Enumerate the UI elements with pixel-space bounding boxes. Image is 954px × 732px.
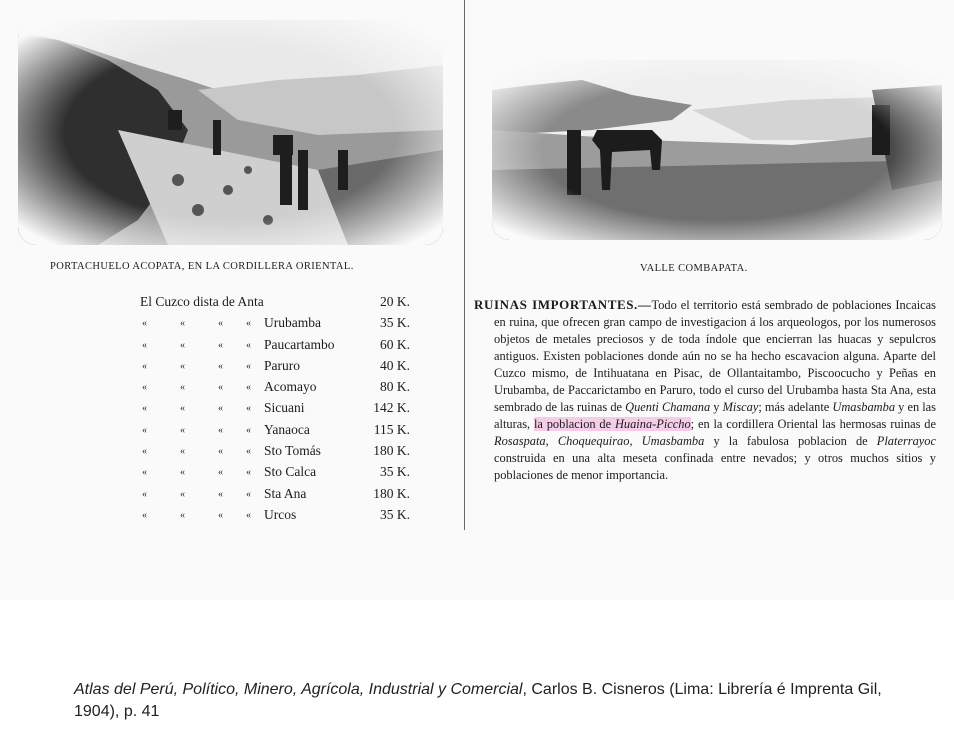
ditto-mark: « (180, 467, 185, 479)
source-details: , Carlos B. Cisneros (Lima: Librería é Imprenta Gil, 1904), p. 41 (74, 681, 882, 720)
ditto-mark: « (218, 467, 223, 479)
ditto-mark: « (180, 318, 185, 330)
distance-town: Paucartambo (264, 336, 335, 352)
distance-row (140, 507, 430, 528)
ditto-mark: « (180, 446, 185, 458)
ditto-mark: « (246, 467, 251, 479)
ditto-mark: « (218, 339, 223, 351)
text-run: y en las alturas, (494, 400, 937, 431)
ditto-mark: « (218, 424, 223, 436)
ditto-mark: « (246, 403, 251, 415)
ditto-mark: « (142, 509, 147, 521)
ditto-mark: « (218, 488, 223, 500)
caption-right: VALLE COMBAPATA. (640, 263, 748, 274)
text-run: Todo el territorio está sembrado de poblaciones Incaicas en ruina, que ofrecen gran campo de investigacion á los arqueologos, por los numerosos objetos de metales preciosos y de toda índole que encierran las huacas y sepulcros antiguos. Existen poblaciones donde aún no se ha hecho escavacion alguna. Aparte del Cuzco mismo, de Intihuatana en Pisac, de Ollantaitambo, Piscoocucho y Peñas en Urubamba, de Paccarictambo en Paruro, todo el curso del Urubamba hasta Sta Ana, esta sembrado de las ruinas de (494, 298, 936, 414)
distance-row (140, 443, 430, 464)
ditto-mark: « (180, 382, 185, 394)
ditto-mark: « (218, 360, 223, 372)
ditto-mark: « (246, 360, 251, 372)
distance-town: Urubamba (264, 315, 321, 331)
highlighted-text (534, 417, 691, 431)
ditto-mark: « (180, 424, 185, 436)
ditto-mark: « (180, 403, 185, 415)
distance-table (140, 294, 430, 528)
distance-row (140, 358, 430, 379)
distance-town: Sto Tomás (264, 443, 321, 459)
distance-km: 115 K. (373, 421, 410, 437)
ditto-mark: « (180, 488, 185, 500)
distance-row (140, 315, 430, 336)
distance-town: Paruro (264, 357, 300, 373)
ditto-mark: « (142, 424, 147, 436)
ditto-mark: « (218, 403, 223, 415)
ruinas-heading: RUINAS IMPORTANTES.— (474, 297, 652, 312)
distance-km: 80 K. (380, 379, 410, 395)
text-run: y la fabulosa poblacion de (704, 434, 877, 448)
ditto-mark: « (218, 509, 223, 521)
distance-prefix: El Cuzco dista de Anta (140, 294, 264, 309)
ditto-mark: « (246, 382, 251, 394)
distance-km: 180 K. (373, 485, 410, 501)
distance-km: 60 K. (380, 336, 410, 352)
ditto-mark: « (142, 403, 147, 415)
distance-town: Yanaoca (264, 421, 310, 437)
photo-portachuelo-acopata (18, 20, 443, 245)
text-run: ; en la cordillera Oriental las hermosas ruinas de (690, 417, 937, 431)
distance-row (140, 400, 430, 421)
distance-row (140, 486, 430, 507)
ditto-mark: « (180, 509, 185, 521)
source-citation (74, 679, 914, 723)
distance-km: 35 K. (380, 315, 410, 331)
distance-row (140, 379, 430, 400)
distance-km: 40 K. (380, 357, 410, 373)
distance-row (140, 464, 430, 485)
text-run: y (710, 400, 723, 414)
ditto-mark: « (142, 360, 147, 372)
ditto-mark: « (246, 318, 251, 330)
ditto-mark: « (218, 318, 223, 330)
ditto-mark: « (180, 339, 185, 351)
distance-km: 20 K. (380, 294, 410, 309)
ruinas-paragraph (474, 296, 936, 484)
place-name: Platerrayoc (876, 434, 936, 448)
ditto-mark: « (246, 509, 251, 521)
column-divider (464, 0, 465, 530)
text-run: ; más adelante (758, 400, 833, 414)
distance-row (140, 422, 430, 443)
text-run: la poblacion de (533, 417, 615, 431)
place-name: Quenti Chamana (625, 400, 711, 414)
distance-town: Acomayo (264, 379, 317, 395)
distance-town: Sto Calca (264, 464, 317, 480)
photo-valle-combapata (492, 60, 942, 240)
place-name: Umasbamba (832, 400, 896, 414)
distance-town: Sicuani (264, 400, 305, 416)
ditto-mark: « (246, 446, 251, 458)
place-name: Huaina-Piccho (614, 417, 691, 431)
ditto-mark: « (142, 446, 147, 458)
distance-km: 35 K. (380, 464, 410, 480)
distance-town: Sta Ana (264, 485, 307, 501)
ditto-mark: « (218, 382, 223, 394)
distance-km: 180 K. (373, 443, 410, 459)
ruinas-section (474, 296, 936, 484)
text-run: construida en una alta meseta confinada entre nevados; y otros muchos sitios y poblaciones de menor importancia. (494, 451, 936, 482)
ditto-mark: « (142, 339, 147, 351)
distance-km: 35 K. (380, 506, 410, 522)
ditto-mark: « (246, 424, 251, 436)
distance-town: Urcos (264, 506, 297, 522)
ditto-mark: « (246, 339, 251, 351)
place-name: Miscay (722, 400, 759, 414)
ditto-mark: « (142, 467, 147, 479)
distance-row (140, 337, 430, 358)
source-title: Atlas del Perú, Político, Minero, Agrícola, Industrial y Comercial (74, 681, 523, 698)
caption-left: PORTACHUELO ACOPATA, EN LA CORDILLERA ORIENTAL. (50, 261, 354, 272)
ditto-mark: « (142, 318, 147, 330)
ditto-mark: « (142, 488, 147, 500)
ditto-mark: « (246, 488, 251, 500)
distance-row (140, 294, 430, 315)
ditto-mark: « (180, 360, 185, 372)
ditto-mark: « (218, 446, 223, 458)
place-name: Rosaspata, Choquequirao, Umasbamba (494, 434, 705, 448)
ditto-mark: « (142, 382, 147, 394)
distance-km: 142 K. (373, 400, 410, 416)
